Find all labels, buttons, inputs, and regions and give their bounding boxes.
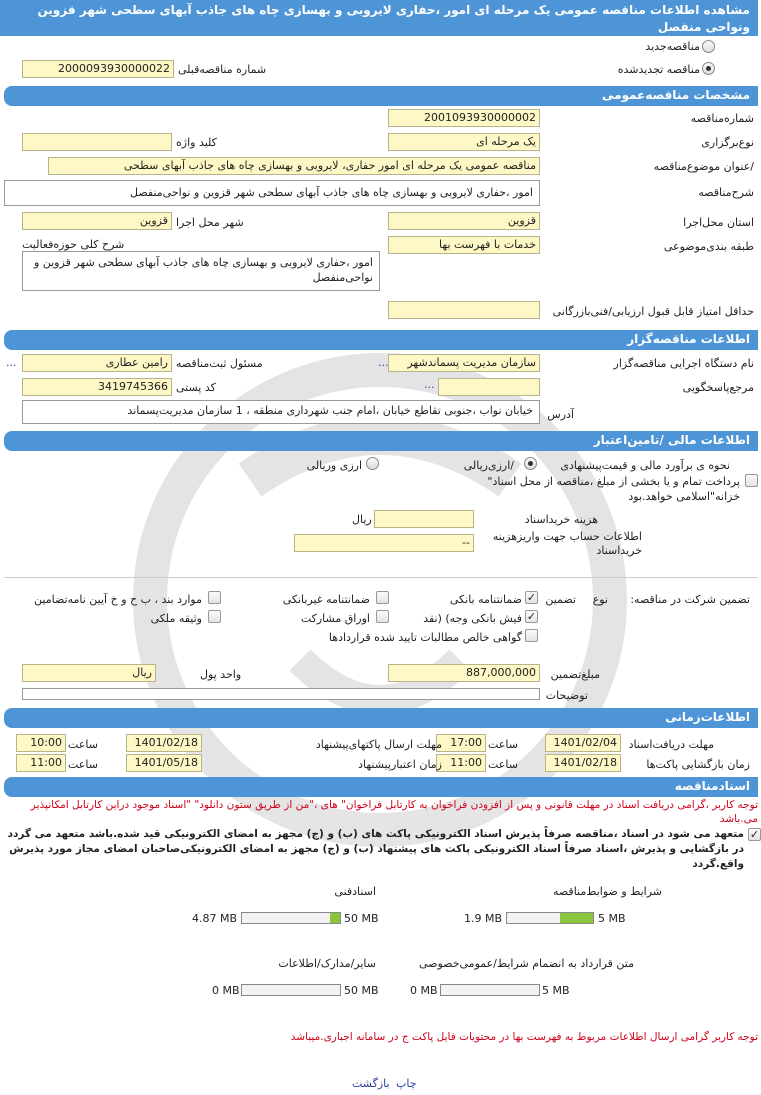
registrar-field[interactable]: رامین عطاری — [22, 354, 172, 372]
validity-label: زمان اعتبارپیشنهاد — [358, 758, 442, 771]
documents-section-header: اسنادمناقصه — [4, 777, 758, 797]
rial-radio[interactable] — [524, 457, 537, 470]
organizer-section-header: اطلاعات مناقصه‌گزار — [4, 330, 758, 350]
organizer-more-link[interactable]: ... — [378, 356, 389, 369]
address-label: آدرس — [547, 408, 574, 421]
new-tender-radio[interactable] — [702, 40, 715, 53]
file-terms-label: شرایط و ضوابط‌مناقصه — [553, 885, 662, 898]
notes-box — [22, 688, 540, 700]
currency-field[interactable]: ریال — [22, 664, 156, 682]
postal-code-label: کد پستی — [176, 381, 216, 394]
file-other-bar — [241, 984, 341, 996]
finance-section-header: اطلاعات مالی /تامین‌اعتبار — [4, 431, 758, 451]
registrar-more-link[interactable]: ... — [6, 356, 17, 369]
subject-label: /عنوان موضوع‌مناقصه — [653, 160, 754, 173]
bylaw-items-checkbox[interactable] — [208, 591, 221, 604]
print-link[interactable]: چاپ — [396, 1077, 417, 1090]
documents-notice: توجه کاربر ،گرامی دریافت اسناد در مهلت قانونی و پس از افزودن فراخوان به کارتابل فراخوان" های ،"من از طریق ستون دانلود" "اسناد موجود دراین کارتابل امکانپذیر می.باشد — [30, 799, 758, 825]
purchase-cost-unit: ریال — [352, 513, 372, 526]
opening-date-field[interactable]: 1401/02/18 — [545, 754, 621, 772]
file-other-max: 50 MB — [344, 984, 379, 997]
account-info-label: اطلاعات حساب جهت واریزهزینه خریداسناد — [492, 530, 642, 557]
purchase-cost-label: هزینه خریداسناد — [524, 513, 598, 526]
rial-label: /ارزی‌ریالی — [463, 459, 514, 472]
subject-field[interactable]: مناقصه عمومی یک مرحله ای امور حفاری، لایروبی و بهسازی چاه های جاذب آبهای سطحی — [48, 157, 540, 175]
general-section-header: مشخصات مناقصه‌عمومی — [4, 86, 758, 106]
address-box: خیابان نواب ،جنوبی تقاطع خیابان ،امام جنب شهرداری منطقه ، 1 سازمان مدیریت‌پسماند — [22, 400, 540, 424]
receive-time-label: ساعت — [488, 738, 518, 751]
prev-number-label: شماره مناقصه‌قبلی — [178, 63, 267, 76]
file-terms-max: 5 MB — [598, 912, 626, 925]
opening-time-label: زمان بازگشایی پاکت‌ها — [646, 758, 750, 771]
activity-box: امور ،حفاری لایروبی و بهسازی چاه های جاذب آبهای سطحی شهر قزوین و نواحی‌منفصل — [22, 251, 380, 291]
validity-time-field[interactable]: 11:00 — [16, 754, 66, 772]
currency-label: واحد پول — [200, 668, 242, 681]
claims-certificate-label: گواهی خالص مطالبات تایید شده قراردادها — [328, 631, 522, 644]
bank-receipt-label: فیش بانکی وجه) (نقد — [423, 612, 522, 625]
min-score-field[interactable] — [388, 301, 540, 319]
postal-code-field[interactable]: 3419745366 — [22, 378, 172, 396]
file-contract-max: 5 MB — [542, 984, 570, 997]
reply-more-link[interactable]: ... — [424, 378, 435, 391]
category-field[interactable]: خدمات با فهرست بها — [388, 236, 540, 254]
city-label: شهر محل اجرا — [176, 216, 244, 229]
claims-certificate-checkbox[interactable] — [525, 629, 538, 642]
receive-time-field[interactable]: 17:00 — [436, 734, 486, 752]
file-other-used: 0 MB — [212, 984, 240, 997]
back-link[interactable]: بازگشت — [352, 1077, 390, 1090]
divider — [4, 577, 758, 578]
keyword-field[interactable] — [22, 133, 172, 151]
guarantee-word-label: تضمین — [545, 593, 576, 606]
guarantee-type-label: نوع — [592, 593, 608, 606]
guarantee-amount-field[interactable]: 887,000,000 — [388, 664, 540, 682]
file-contract-used: 0 MB — [410, 984, 438, 997]
notes-label: توضیحات — [545, 689, 588, 702]
activity-label: شرح کلی حوزه‌فعالیت — [22, 238, 125, 251]
receive-date-field[interactable]: 1401/02/04 — [545, 734, 621, 752]
validity-time-label: ساعت — [68, 758, 98, 771]
organizer-label: نام دستگاه اجرایی مناقصه‌گزار — [613, 357, 754, 370]
bylaw-items-label: موارد بند ، ب ح و خ آیین نامه‌تضامین — [34, 593, 202, 606]
opening-hour-field[interactable]: 11:00 — [436, 754, 486, 772]
description-box: امور ،حفاری لایروبی و بهسازی چاه های جاذب آبهای سطحی شهر قزوین و نواحی‌منفصل — [4, 180, 540, 206]
file-contract-label: متن قرارداد به انضمام شرایط/عمومی‌خصوصی — [418, 957, 634, 970]
method-label: نوع‌برگزاری — [701, 136, 754, 149]
registrar-label: مسئول ثبت‌مناقصه — [176, 357, 263, 370]
category-label: طبقه بندی‌موضوعی — [663, 240, 754, 253]
city-field[interactable]: قزوین — [22, 212, 172, 230]
opening-hour-label: ساعت — [488, 758, 518, 771]
file-terms-used: 1.9 MB — [464, 912, 503, 925]
bank-guarantee-label: ضمانتنامه بانکی — [449, 593, 522, 606]
method-field[interactable]: یک مرحله ای — [388, 133, 540, 151]
min-score-label: حداقل امتیاز قابل قبول ارزیابی/فنی‌بازرگانی — [552, 305, 754, 318]
file-terms-bar — [506, 912, 594, 924]
file-terms-bar-fill — [560, 913, 593, 923]
bank-receipt-checkbox[interactable]: ✓ — [526, 610, 537, 623]
page-title: مشاهده اطلاعات مناقصه عمومی یک مرحله ای امور ،حفاری لایروبی و بهسازی چاه های جاذب آبهای سطحی شهر قزوین ونواحی منفصل — [0, 0, 758, 36]
commitment-text: متعهد می شود در اسناد ،مناقصه صرفاً پذیرش اسناد الکترونیکی پاکت های (ب) و (ج) مجهز به امضای الکترونیکی قید شده.باشد متعهد می گردد در بازگشایی و پذیرش ،اسناد صرفاً اسناد الکترونیکی پاکت های پیشنهاد (ب) و (ج) مجهز به امضای الکترونیکی‌صاحبان امضای مجاز مورد پذیرش واقع.گردد — [7, 828, 744, 870]
file-technical-used: 4.87 MB — [192, 912, 238, 925]
new-tender-label: مناقصه‌جدید — [645, 40, 700, 53]
nonbank-guarantee-checkbox[interactable] — [376, 591, 389, 604]
description-label: شرح‌مناقصه — [698, 186, 754, 199]
renewed-tender-radio[interactable] — [702, 62, 715, 75]
tender-number-label: شماره‌مناقصه — [690, 112, 754, 125]
file-technical-bar — [241, 912, 341, 924]
validity-date-field[interactable]: 1401/05/18 — [126, 754, 202, 772]
send-time-field[interactable]: 10:00 — [16, 734, 66, 752]
file-contract-bar — [440, 984, 540, 996]
tender-number-field[interactable]: 2001093930000002 — [388, 109, 540, 127]
prev-number-field[interactable]: 2000093930000022 — [22, 60, 174, 78]
property-collateral-label: وثیقه ملکی — [150, 612, 202, 625]
bank-guarantee-checkbox[interactable]: ✓ — [526, 591, 537, 604]
guarantee-label: تضمین شرکت در مناقصه: — [630, 593, 750, 606]
fx-radio[interactable] — [366, 457, 379, 470]
guarantee-amount-label: مبلغ‌تضمین — [550, 668, 600, 681]
send-deadline-label: مهلت ارسال پاکتهای‌پیشنهاد — [315, 738, 442, 751]
renewed-tender-label: مناقصه تجدیدشده — [617, 63, 700, 76]
keyword-label: کلید واژه — [176, 136, 217, 149]
file-technical-label: اسنادفنی — [334, 885, 376, 898]
file-technical-max: 50 MB — [344, 912, 379, 925]
send-date-field[interactable]: 1401/02/18 — [126, 734, 202, 752]
payment-treasury-checkbox[interactable] — [745, 474, 758, 487]
commitment-checkbox[interactable]: ✓ — [749, 828, 760, 841]
estimate-label: نحوه ی برآورد مالی و قیمت‌پیشنهادی — [560, 459, 730, 472]
organizer-field[interactable]: سازمان مدیریت پسماندشهر — [388, 354, 540, 372]
nonbank-guarantee-label: ضمانتنامه غیربانکی — [282, 593, 370, 606]
send-time-label: ساعت — [68, 738, 98, 751]
file-technical-bar-fill — [330, 913, 340, 923]
fx-label: ارزی وریالی — [306, 459, 362, 472]
province-label: استان محل‌اجرا — [683, 216, 754, 229]
reply-label: مرجع‌پاسخگویی — [682, 381, 754, 394]
province-field[interactable]: قزوین — [388, 212, 540, 230]
timing-section-header: اطلاعات‌زمانی — [4, 708, 758, 728]
reply-field[interactable] — [438, 378, 540, 396]
purchase-cost-field[interactable] — [374, 510, 474, 528]
receive-deadline-label: مهلت دریافت‌اسناد — [628, 738, 714, 751]
bonds-label: اوراق مشارکت — [300, 612, 370, 625]
price-list-notice: توجه کاربر گرامی ارسال اطلاعات مربوط به فهرست بها در محتویات فایل پاکت ج در سامانه اجباری.میباشد — [290, 1031, 758, 1043]
property-collateral-checkbox[interactable] — [208, 610, 221, 623]
file-other-label: سایر/مدارک/اطلاعات — [278, 957, 376, 970]
payment-treasury-text: پرداخت تمام و یا بخشی از مبلغ ،مناقصه از محل اسناد" خزانه"اسلامی خواهد.بود — [487, 475, 740, 503]
bonds-checkbox[interactable] — [376, 610, 389, 623]
account-info-field[interactable]: -- — [294, 534, 474, 552]
